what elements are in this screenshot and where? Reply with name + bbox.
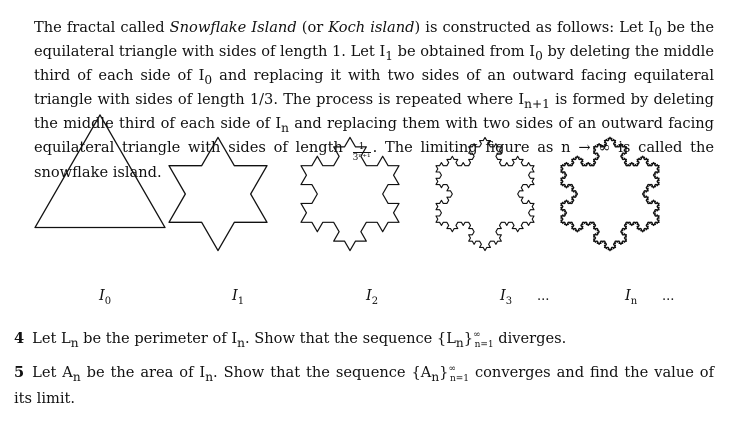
snowflake-island-term: Snowflake Island <box>169 19 297 36</box>
intro-text: and replacing it with two sides of an outward facing equilateral triangle with sides of length 1/3. The process is repeated where I <box>34 66 714 108</box>
label-i2: $I_2$ <box>366 287 379 307</box>
subscript: 0 <box>535 48 543 63</box>
intro-text: The fractal called <box>34 19 170 36</box>
snowflake-iteration-2 <box>301 137 399 250</box>
subscript: n+1 <box>524 96 550 111</box>
fraction-denominator: 3ⁿ⁺¹ <box>352 152 371 163</box>
subscript: n <box>281 120 289 135</box>
problem-5: 5 Let $A_n$ be the area of $I_n$. Show that the sequence $\{A_n\}^\infty_{n=1}$ converges and find the value of its limit. <box>14 363 714 407</box>
subscript: 1 <box>385 48 393 63</box>
label-i1: $I_1$ <box>232 287 245 307</box>
intro-text: by deleting the middle third of each side of I <box>34 42 714 84</box>
snowflake-iteration-n <box>561 137 659 250</box>
intro-text: (or <box>296 19 329 36</box>
snowflake-iteration-0 <box>35 115 165 228</box>
problem-number: 5 <box>14 363 25 381</box>
intro-text: be obtained from I <box>392 42 536 60</box>
intro-text: ) is constructed as follows: Let I <box>414 19 655 36</box>
intro-text: . The limiting figure as n → ∞ is called the snowflake island. <box>34 138 715 181</box>
ellipsis: ... <box>662 289 675 304</box>
label-in: $I_n$ <box>625 287 638 307</box>
subscript: 0 <box>654 24 662 39</box>
intro-text: be the equilateral triangle with sides of length 1. Let I <box>34 19 715 60</box>
fraction-numerator: 1 <box>353 142 371 153</box>
label-i0: $I_0$ <box>99 287 112 307</box>
problem-number: 4 <box>14 329 25 347</box>
subscript: 0 <box>204 72 213 87</box>
snowflake-iteration-1 <box>169 137 267 250</box>
intro-text: and replacing them with two sides of an outward facing equilateral triangle with sides of length <box>34 114 714 156</box>
label-i3: $I_3$ <box>500 287 513 307</box>
ellipsis: ... <box>537 289 550 304</box>
problem-4: 4 Let $L_n$ be the perimeter of $I_n$. Show that the sequence $\{L_n\}^\infty_{n=1}$ diverges. <box>14 329 567 350</box>
snowflake-iteration-3 <box>436 137 534 250</box>
intro-text: is formed by deleting the middle third of each side of I <box>34 90 715 132</box>
koch-island-term: Koch island <box>328 19 415 36</box>
